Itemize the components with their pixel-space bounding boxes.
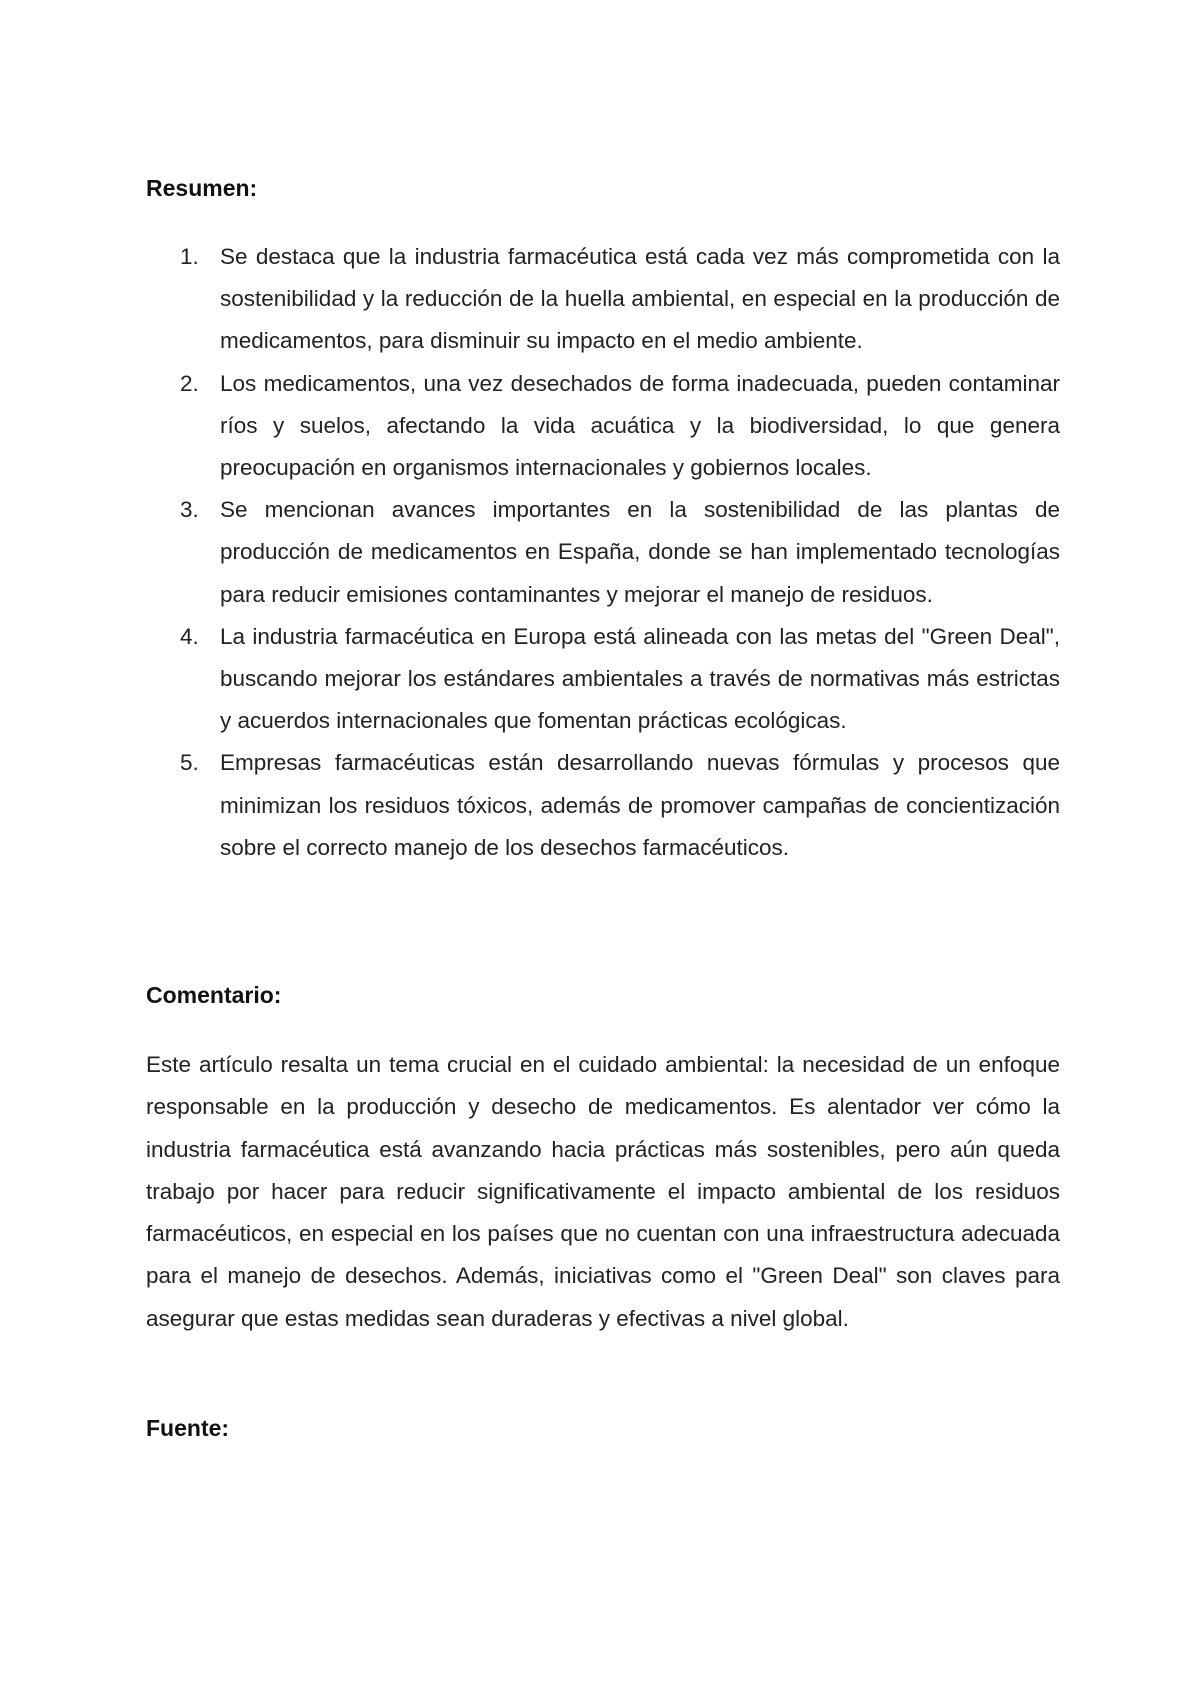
list-item-number: 3. [180, 497, 199, 523]
list-item [146, 489, 1060, 616]
list-item-number: 4. [180, 623, 199, 649]
list-item [146, 616, 1060, 743]
comment-paragraph: Este artículo resalta un tema crucial en el cuidado ambiental: la necesidad de un enfoque responsable en la producción y desecho de medicamentos. Es alentador ver cómo la industria farmacéutica está avanzando hacia prácticas más sostenibles, pero aún queda trabajo por hacer para reducir significativamente el impacto ambiental de los residuos farmacéuticos, en especial en los países que no cuentan con una infraestructura adecuada para el manejo de desechos. Además, iniciativas como el "Green Deal" son claves para asegurar que estas medidas sean duraderas y efectivas a nivel global. [146, 1052, 1060, 1331]
list-item [146, 236, 1060, 363]
list-item-text: Se destaca que la industria farmacéutica está cada vez más comprometida con la sostenibilidad y la reducción de la huella ambiental, en especial en la producción de medicamentos, para disminuir su impacto en el medio ambiente. [220, 244, 1060, 354]
list-item-text: Empresas farmacéuticas están desarrollando nuevas fórmulas y procesos que minimizan los residuos tóxicos, además de promover campañas de concientización sobre el correcto manejo de los desechos farmacéuticos. [220, 750, 1060, 860]
summary-heading: Resumen: [146, 175, 258, 201]
list-item-text: La industria farmacéutica en Europa está alineada con las metas del "Green Deal", buscando mejorar los estándares ambientales a través de normativas más estrictas y acuerdos internacionales que fomentan prácticas ecológicas. [220, 623, 1060, 734]
comment-heading: Comentario: [146, 982, 282, 1008]
list-item-number: 2. [180, 370, 199, 396]
list-item [146, 363, 1060, 490]
list-item-number: 5. [180, 750, 199, 776]
list-item-text: Se mencionan avances importantes en la sostenibilidad de las plantas de producción de medicamentos en España, donde se han implementado tecnologías para reducir emisiones contaminantes y mejorar el manejo de residuos. [220, 497, 1060, 607]
list-item-number: 1. [180, 244, 199, 269]
summary-list [146, 236, 1060, 869]
list-item-text: Los medicamentos, una vez desechados de forma inadecuada, pueden contaminar ríos y suelos, afectando la vida acuática y la biodiversidad, lo que genera preocupación en organismos internacionales y gobiernos locales. [220, 370, 1060, 481]
list-item [146, 742, 1060, 869]
source-heading: Fuente: [146, 1415, 230, 1441]
